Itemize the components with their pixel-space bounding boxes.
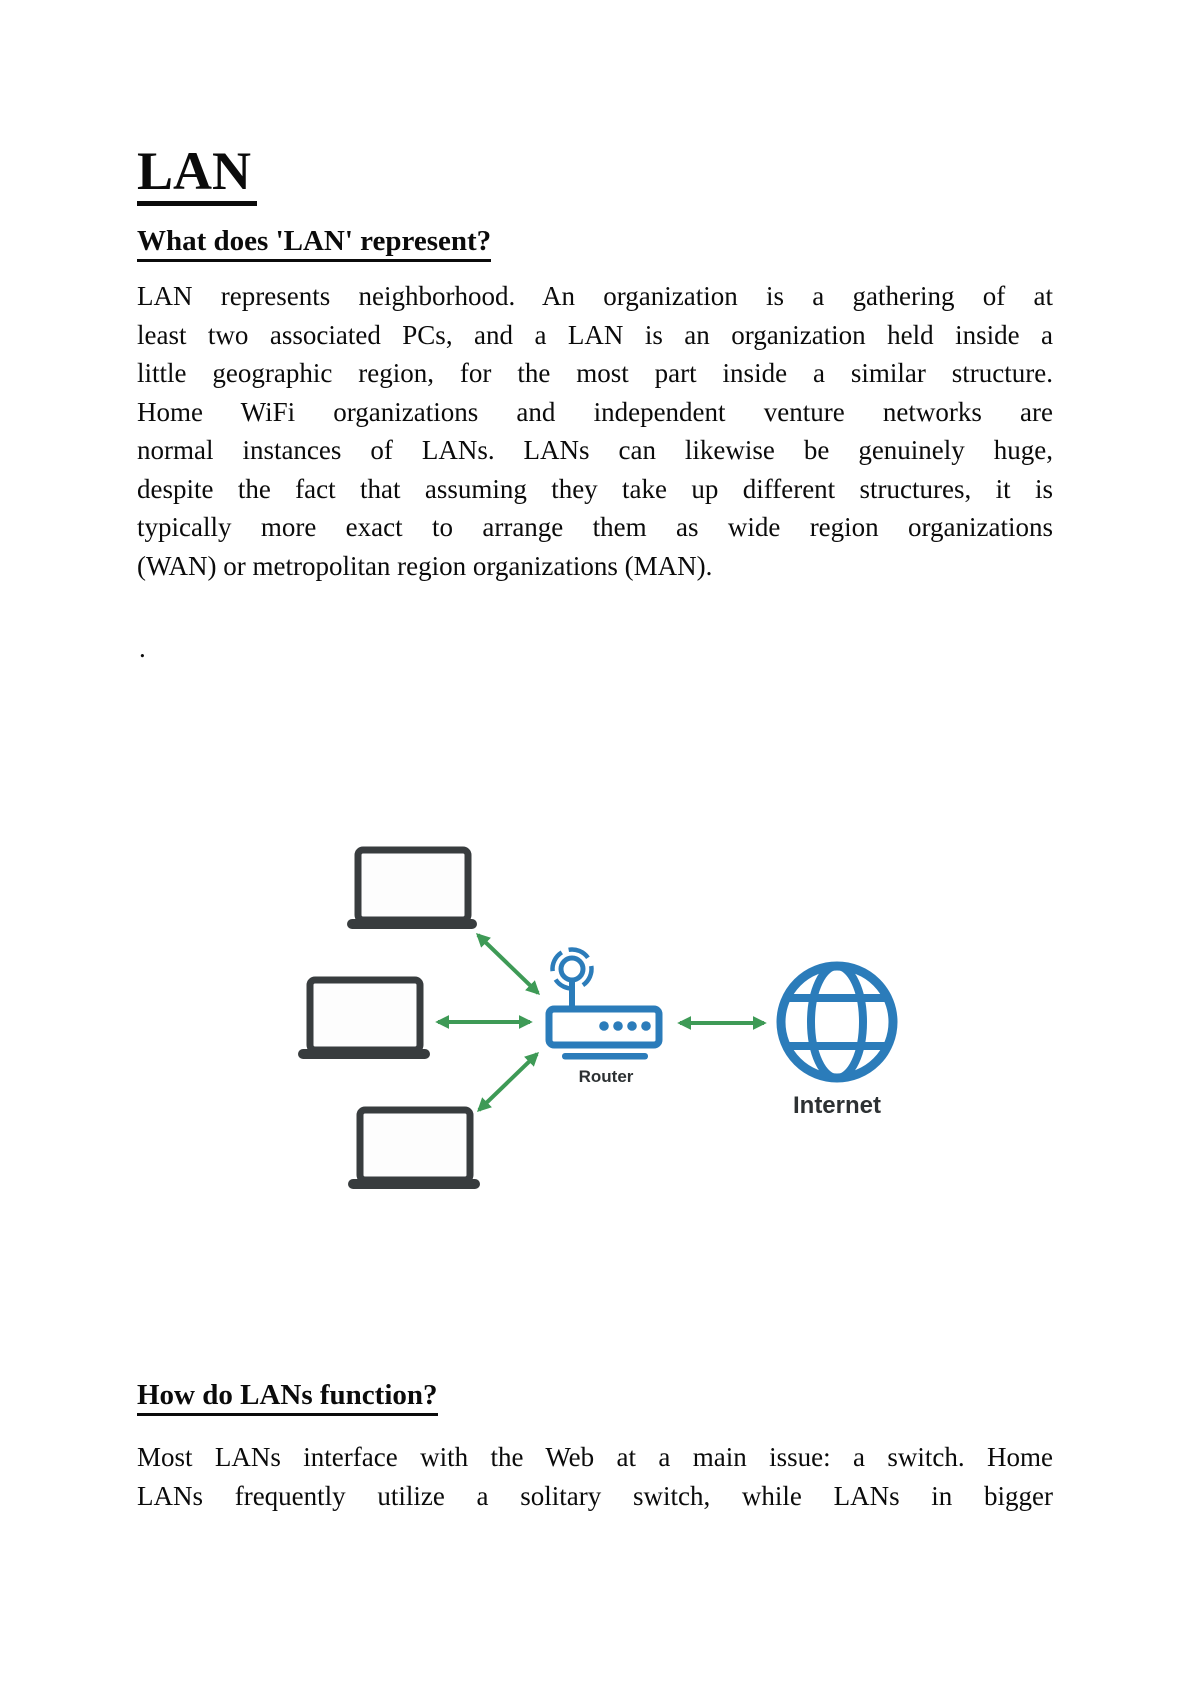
paragraph-line: Most LANs interface with the Web at a main issue: a switch. Home: [137, 1442, 1053, 1472]
paragraph-line: normal instances of LANs. LANs can likewise be genuinely huge,: [137, 435, 1053, 465]
laptop-middle-icon: [298, 980, 430, 1059]
paragraph-line: LANs frequently utilize a solitary switch, while LANs in bigger: [137, 1480, 1053, 1511]
paragraph-line: little geographic region, for the most part inside a similar structure.: [137, 358, 1053, 388]
stray-period: .: [139, 633, 146, 663]
page-title: LAN: [137, 144, 257, 206]
paragraph-line: despite the fact that assuming they take up different structures, it is: [137, 473, 1053, 504]
paragraph-line: Home WiFi organizations and independent venture networks are: [137, 396, 1053, 427]
lan-network-diagram: [280, 830, 920, 1210]
paragraph-line: (WAN) or metropolitan region organizations (MAN).: [137, 550, 713, 581]
laptop-bottom-icon: [348, 1110, 480, 1189]
internet-label: Internet: [792, 1092, 882, 1119]
internet-globe-icon: [781, 966, 893, 1078]
paragraph-line: typically more exact to arrange them as wide region organizations: [137, 512, 1053, 542]
wifi-signal-icon: [549, 946, 594, 1009]
router-icon: [549, 946, 659, 1059]
router-label: Router: [578, 1067, 634, 1086]
arrow-laptop-top-router: [478, 935, 538, 993]
section1-paragraph: [137, 277, 1053, 585]
arrow-laptop-bottom-router: [479, 1054, 537, 1110]
paragraph-line: least two associated PCs, and a LAN is an organization held inside a: [137, 319, 1053, 350]
section1-heading: What does 'LAN' represent?: [137, 226, 491, 262]
section2-heading: How do LANs function?: [137, 1380, 438, 1416]
section2-paragraph: [137, 1438, 1053, 1515]
laptop-top-icon: [347, 850, 477, 929]
paragraph-line: LAN represents neighborhood. An organization is a gathering of at: [137, 281, 1053, 311]
